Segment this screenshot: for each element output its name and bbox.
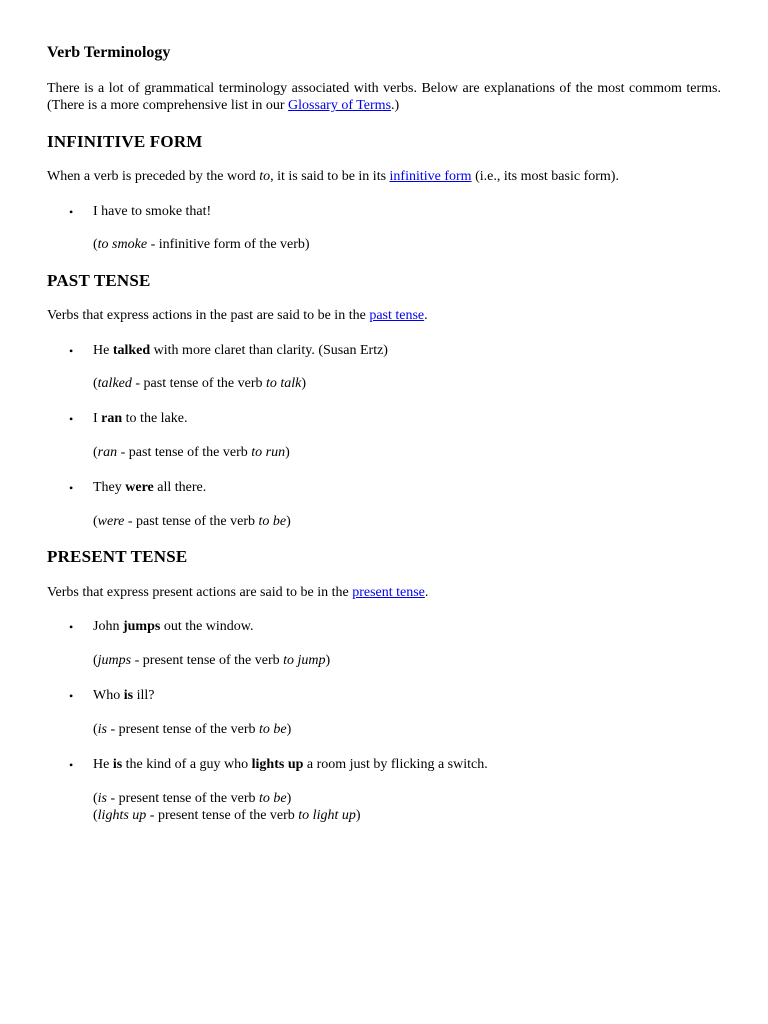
sentence-text: ill? (133, 688, 155, 703)
bullet: • (69, 412, 74, 426)
note-text: - present tense of the verb (146, 808, 299, 823)
note-term: were (97, 514, 125, 529)
sentence-text: to the lake. (122, 411, 188, 426)
note-term: jumps (97, 653, 132, 668)
intro-text: There is a lot of grammatical terminology associated with verbs. Below are explanations of the most commom terms. (There is a more comprehensive list in our (47, 81, 721, 113)
example-sentence (93, 687, 154, 704)
infinitive-desc-word: to (259, 169, 271, 184)
note-paren: ) (285, 445, 290, 460)
infinitive-desc-text: When a verb is preceded by the word (47, 169, 260, 184)
sentence-text: He (93, 343, 113, 358)
note-paren: ) (286, 722, 292, 737)
note-paren: ( (93, 808, 98, 823)
note-text: - past tense of the verb (117, 445, 252, 460)
sentence-text: They (93, 480, 126, 495)
example-sentence: I have to smoke that! (93, 204, 212, 219)
intro-paragraph (47, 80, 721, 114)
note-paren: ( (93, 514, 98, 529)
example-sentence (93, 479, 206, 496)
infinitive-desc-end: (i.e., its most basic form). (471, 169, 619, 184)
bullet: • (69, 689, 74, 703)
note-paren: ) (286, 791, 292, 806)
sentence-verb: is (112, 757, 123, 772)
sentence-text: the kind of a guy who (122, 757, 252, 772)
note-verb: to be (259, 791, 287, 806)
note-verb: to talk (266, 376, 302, 391)
example-sentence (93, 756, 488, 773)
note-text: - present tense of the verb (107, 722, 260, 737)
note-paren: ( (93, 653, 98, 668)
infinitive-form-link[interactable]: infinitive form (389, 169, 472, 184)
present-desc-end: . (424, 585, 429, 600)
sentence-verb: lights up (251, 757, 304, 772)
note-term: ran (97, 445, 118, 460)
page-title: Verb Terminology (47, 44, 171, 61)
example-note (93, 790, 291, 807)
example-note (93, 236, 310, 253)
note-paren: ) (286, 514, 291, 529)
note-term: lights up (97, 808, 147, 823)
past-desc-text: Verbs that express actions in the past are said to be in the (47, 308, 370, 323)
note-paren: ( (93, 237, 98, 252)
bullet: • (69, 205, 74, 219)
past-desc-end: . (424, 308, 428, 323)
example-note (93, 444, 290, 461)
sentence-verb: jumps (122, 619, 161, 634)
example-note (93, 513, 291, 530)
note-verb: to light up (298, 808, 356, 823)
note-verb: to jump (283, 653, 326, 668)
bullet: • (69, 344, 74, 358)
example-note (93, 721, 291, 738)
sentence-text: with more claret than clarity. (Susan Ertz) (150, 343, 388, 358)
note-paren: ( (93, 722, 98, 737)
sentence-text: all there. (153, 480, 207, 495)
note-term: to smoke (97, 237, 148, 252)
bullet: • (69, 481, 74, 495)
note-paren: ( (93, 791, 98, 806)
bullet: • (69, 758, 74, 772)
sentence-text: I (93, 411, 102, 426)
note-text: - present tense of the verb (131, 653, 284, 668)
note-text: - present tense of the verb (107, 791, 260, 806)
note-term: is (97, 722, 108, 737)
note-paren: ) (355, 808, 361, 823)
example-note (93, 652, 330, 669)
note-verb: to run (251, 445, 286, 460)
present-description (47, 584, 428, 601)
example-note (93, 375, 306, 392)
note-term: is (97, 791, 108, 806)
infinitive-description (47, 168, 619, 185)
note-term: talked (97, 376, 132, 391)
sentence-text: out the window. (160, 619, 254, 634)
glossary-link[interactable]: Glossary of Terms (288, 98, 392, 113)
heading-present-tense: PRESENT TENSE (47, 547, 188, 566)
note-text: - infinitive form of the verb) (147, 237, 310, 252)
note-verb: to be (258, 514, 287, 529)
example-sentence (93, 410, 187, 427)
note-text: - past tense of the verb (131, 376, 267, 391)
intro-end: .) (391, 98, 400, 113)
note-text: - past tense of the verb (124, 514, 259, 529)
sentence-text: Who (93, 688, 124, 703)
example-note (93, 807, 361, 824)
infinitive-desc-mid: , it is said to be in its (270, 169, 390, 184)
sentence-text: John (93, 619, 123, 634)
present-desc-text: Verbs that express present actions are said to be in the (47, 585, 353, 600)
sentence-verb: ran (101, 411, 123, 426)
sentence-verb: is (123, 688, 134, 703)
note-verb: to be (259, 722, 287, 737)
present-tense-link[interactable]: present tense (352, 585, 425, 600)
sentence-text: a room just by flicking a switch. (303, 757, 488, 772)
past-description (47, 307, 428, 324)
example-sentence (93, 342, 388, 359)
past-tense-link[interactable]: past tense (369, 308, 425, 323)
example-sentence (93, 618, 254, 635)
note-paren: ( (93, 376, 98, 391)
heading-infinitive-form: INFINITIVE FORM (47, 132, 203, 151)
heading-past-tense: PAST TENSE (47, 271, 151, 290)
sentence-verb: talked (112, 343, 151, 358)
sentence-verb: were (125, 480, 154, 495)
note-paren: ( (93, 445, 98, 460)
sentence-text: He (93, 757, 113, 772)
note-paren: ) (301, 376, 307, 391)
note-paren: ) (325, 653, 331, 668)
bullet: • (69, 620, 74, 634)
